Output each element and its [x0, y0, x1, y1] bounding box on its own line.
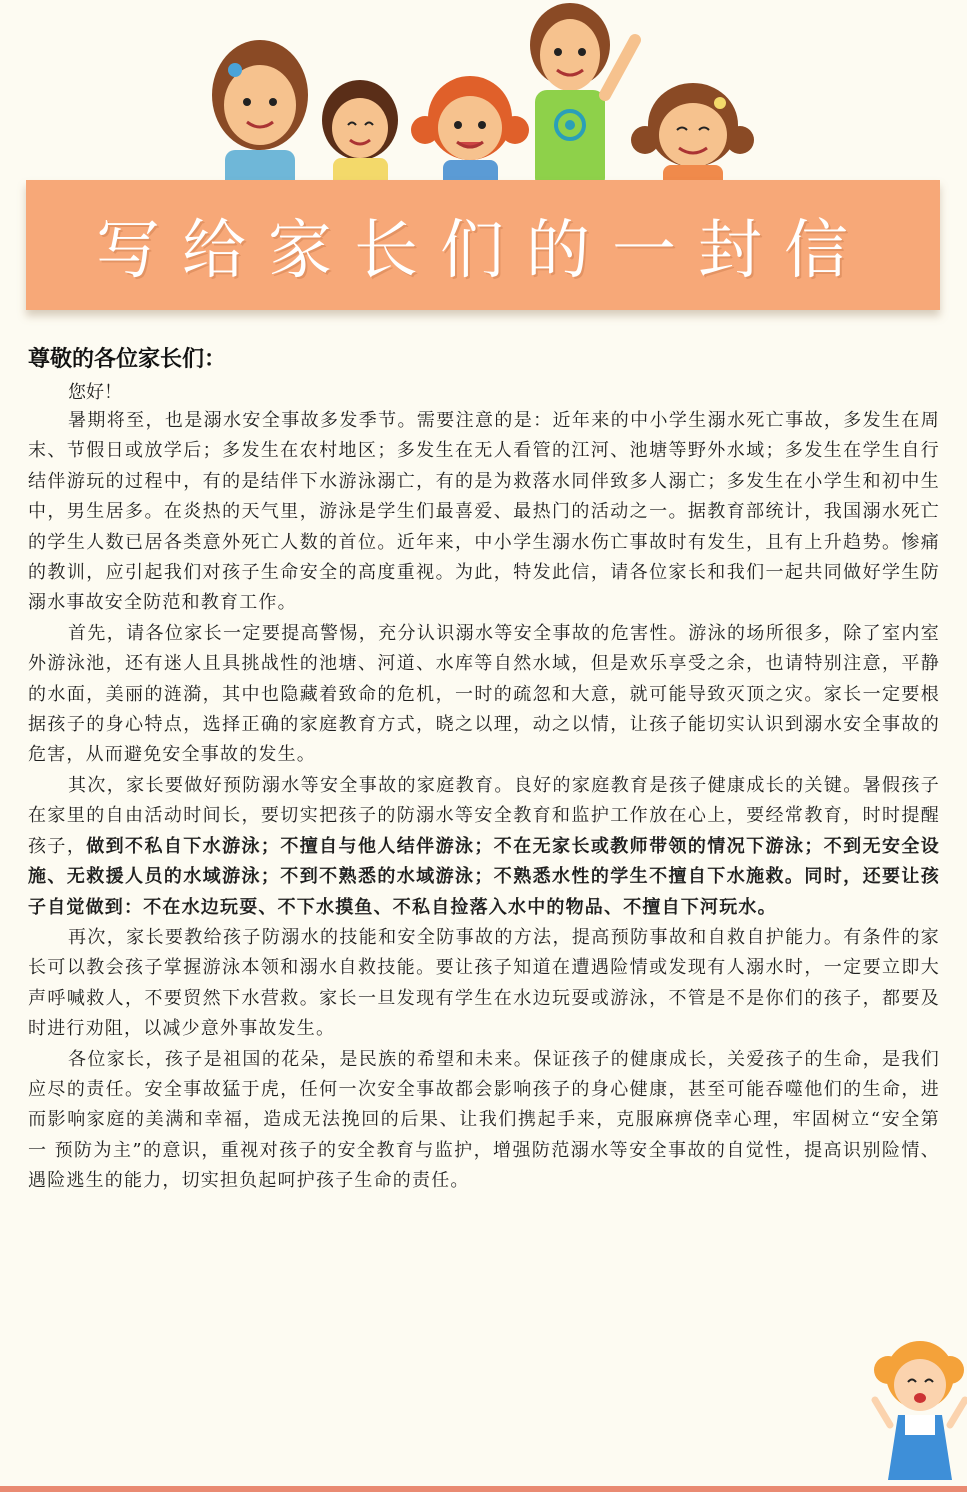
- paragraph-text: 其次，家长要做好预防溺水等安全事故的家庭教育。良好的家庭教育是孩子健康成长的关键。暑假孩子在家里的自由活动时间长，要切实把孩子的防溺水等安全教育和监护工作放在心上，要经常教育，时时提醒孩子，: [28, 774, 940, 857]
- kid-red-hair-pigtails: [411, 76, 529, 190]
- letter-paragraph-4: [28, 923, 940, 1045]
- kid-girl-orange-shirt: [631, 83, 754, 190]
- letter-paragraph-1: [28, 406, 940, 619]
- kid-tall-boy: [530, 3, 635, 190]
- letter-greeting: 尊敬的各位家长们：: [28, 347, 227, 372]
- letter-body: [28, 340, 940, 1197]
- letter-title: 写给家长们的一封信: [96, 214, 870, 288]
- letter-paragraph-2: [28, 619, 940, 771]
- letter-paragraph-3: [28, 771, 940, 923]
- paragraph-text: 暑期将至，也是溺水安全事故多发季节。需要注意的是：近年来的中小学生溺水死亡事故，多发生在周末、节假日或放学后；多发生在农村地区；多发生在无人看管的江河、池塘等野外水域；多发生在学生自行结伴游玩的过程中，有的是结伴下水游泳溺亡，有的是为救落水同伴致多人溺亡；多发生在小学生和初中生中，男生居多。在炎热的天气里，游泳是学生们最喜爱、最热门的活动之一。据教育部统计，我国溺水死亡的学生人数已居各类意外死亡人数的首位。近年来，中小学生溺水伤亡事故时有发生，且有上升趋势。惨痛的教训，应引起我们对孩子生命安全的高度重视。为此，特发此信，请各位家长和我们一起共同做好学生防溺水事故安全防范和教育工作。: [28, 410, 940, 614]
- paragraph-text: 各位家长，孩子是祖国的花朵，是民族的希望和未来。保证孩子的健康成长，关爱孩子的生命，是我们应尽的责任。安全事故猛于虎，任何一次安全事故都会影响孩子的身心健康，甚至可能吞噬他们的生命，进而影响家庭的美满和幸福，造成无法挽回的后果、让我们携起手来，克服麻痹侥幸心理，牢固树立“安全第一 预防为主”的意识，重视对孩子的安全教育与监护，增强防范溺水等安全事故的自觉性，提高识别险情、遇险逃生的能力，切实担负起呵护孩子生命的责任。: [28, 1048, 940, 1192]
- paragraph-bold-text: 做到不私自下水游泳；不擅自与他人结伴游泳；不在无家长或教师带领的情况下游泳；不到无安全设施、无救援人员的水域游泳；不到不熟悉的水域游泳；不熟悉水性的学生不擅自下水施救。同时，还要让孩子自觉做到：不在水边玩耍、不下水摸鱼、不私自捡落入水中的物品、不擅自下河玩水。: [28, 835, 940, 918]
- letter-paragraph-5: [28, 1045, 940, 1197]
- kids-group-illustration: [205, 0, 765, 190]
- paragraph-text: 首先，请各位家长一定要提高警惕，充分认识溺水等安全事故的危害性。游泳的场所很多，除了室内室外游泳池，还有迷人且具挑战性的池塘、河道、水库等自然水域，但是欢乐享受之余，也请特别注意，平静的水面，美丽的涟漪，其中也隐藏着致命的危机，一时的疏忽和大意，就可能导致灭顶之灾。家长一定要根据孩子的身心特点，选择正确的家庭教育方式，晓之以理，动之以情，让孩子能切实认识到溺水安全事故的危害，从而避免安全事故的发生。: [28, 622, 940, 766]
- kid-girl-brown-hair: [212, 40, 308, 190]
- paragraph-text: 再次，家长要教给孩子防溺水的技能和安全防事故的方法，提高预防事故和自救自护能力。有条件的家长可以教会孩子掌握游泳本领和溺水自救技能。要让孩子知道在遭遇险情或发现有人溺水时，一定要立即大声呼喊救人，不要贸然下水营救。家长一旦发现有学生在水边玩耍或游泳，不管是不是你们的孩子，都要及时进行劝阻，以减少意外事故发生。: [28, 926, 940, 1040]
- letter-hello: 您好！: [68, 382, 122, 403]
- bottom-divider: [0, 1486, 967, 1492]
- kid-small-girl: [322, 80, 398, 190]
- cartoon-girl-illustration: [870, 1330, 967, 1492]
- title-banner: [26, 180, 940, 310]
